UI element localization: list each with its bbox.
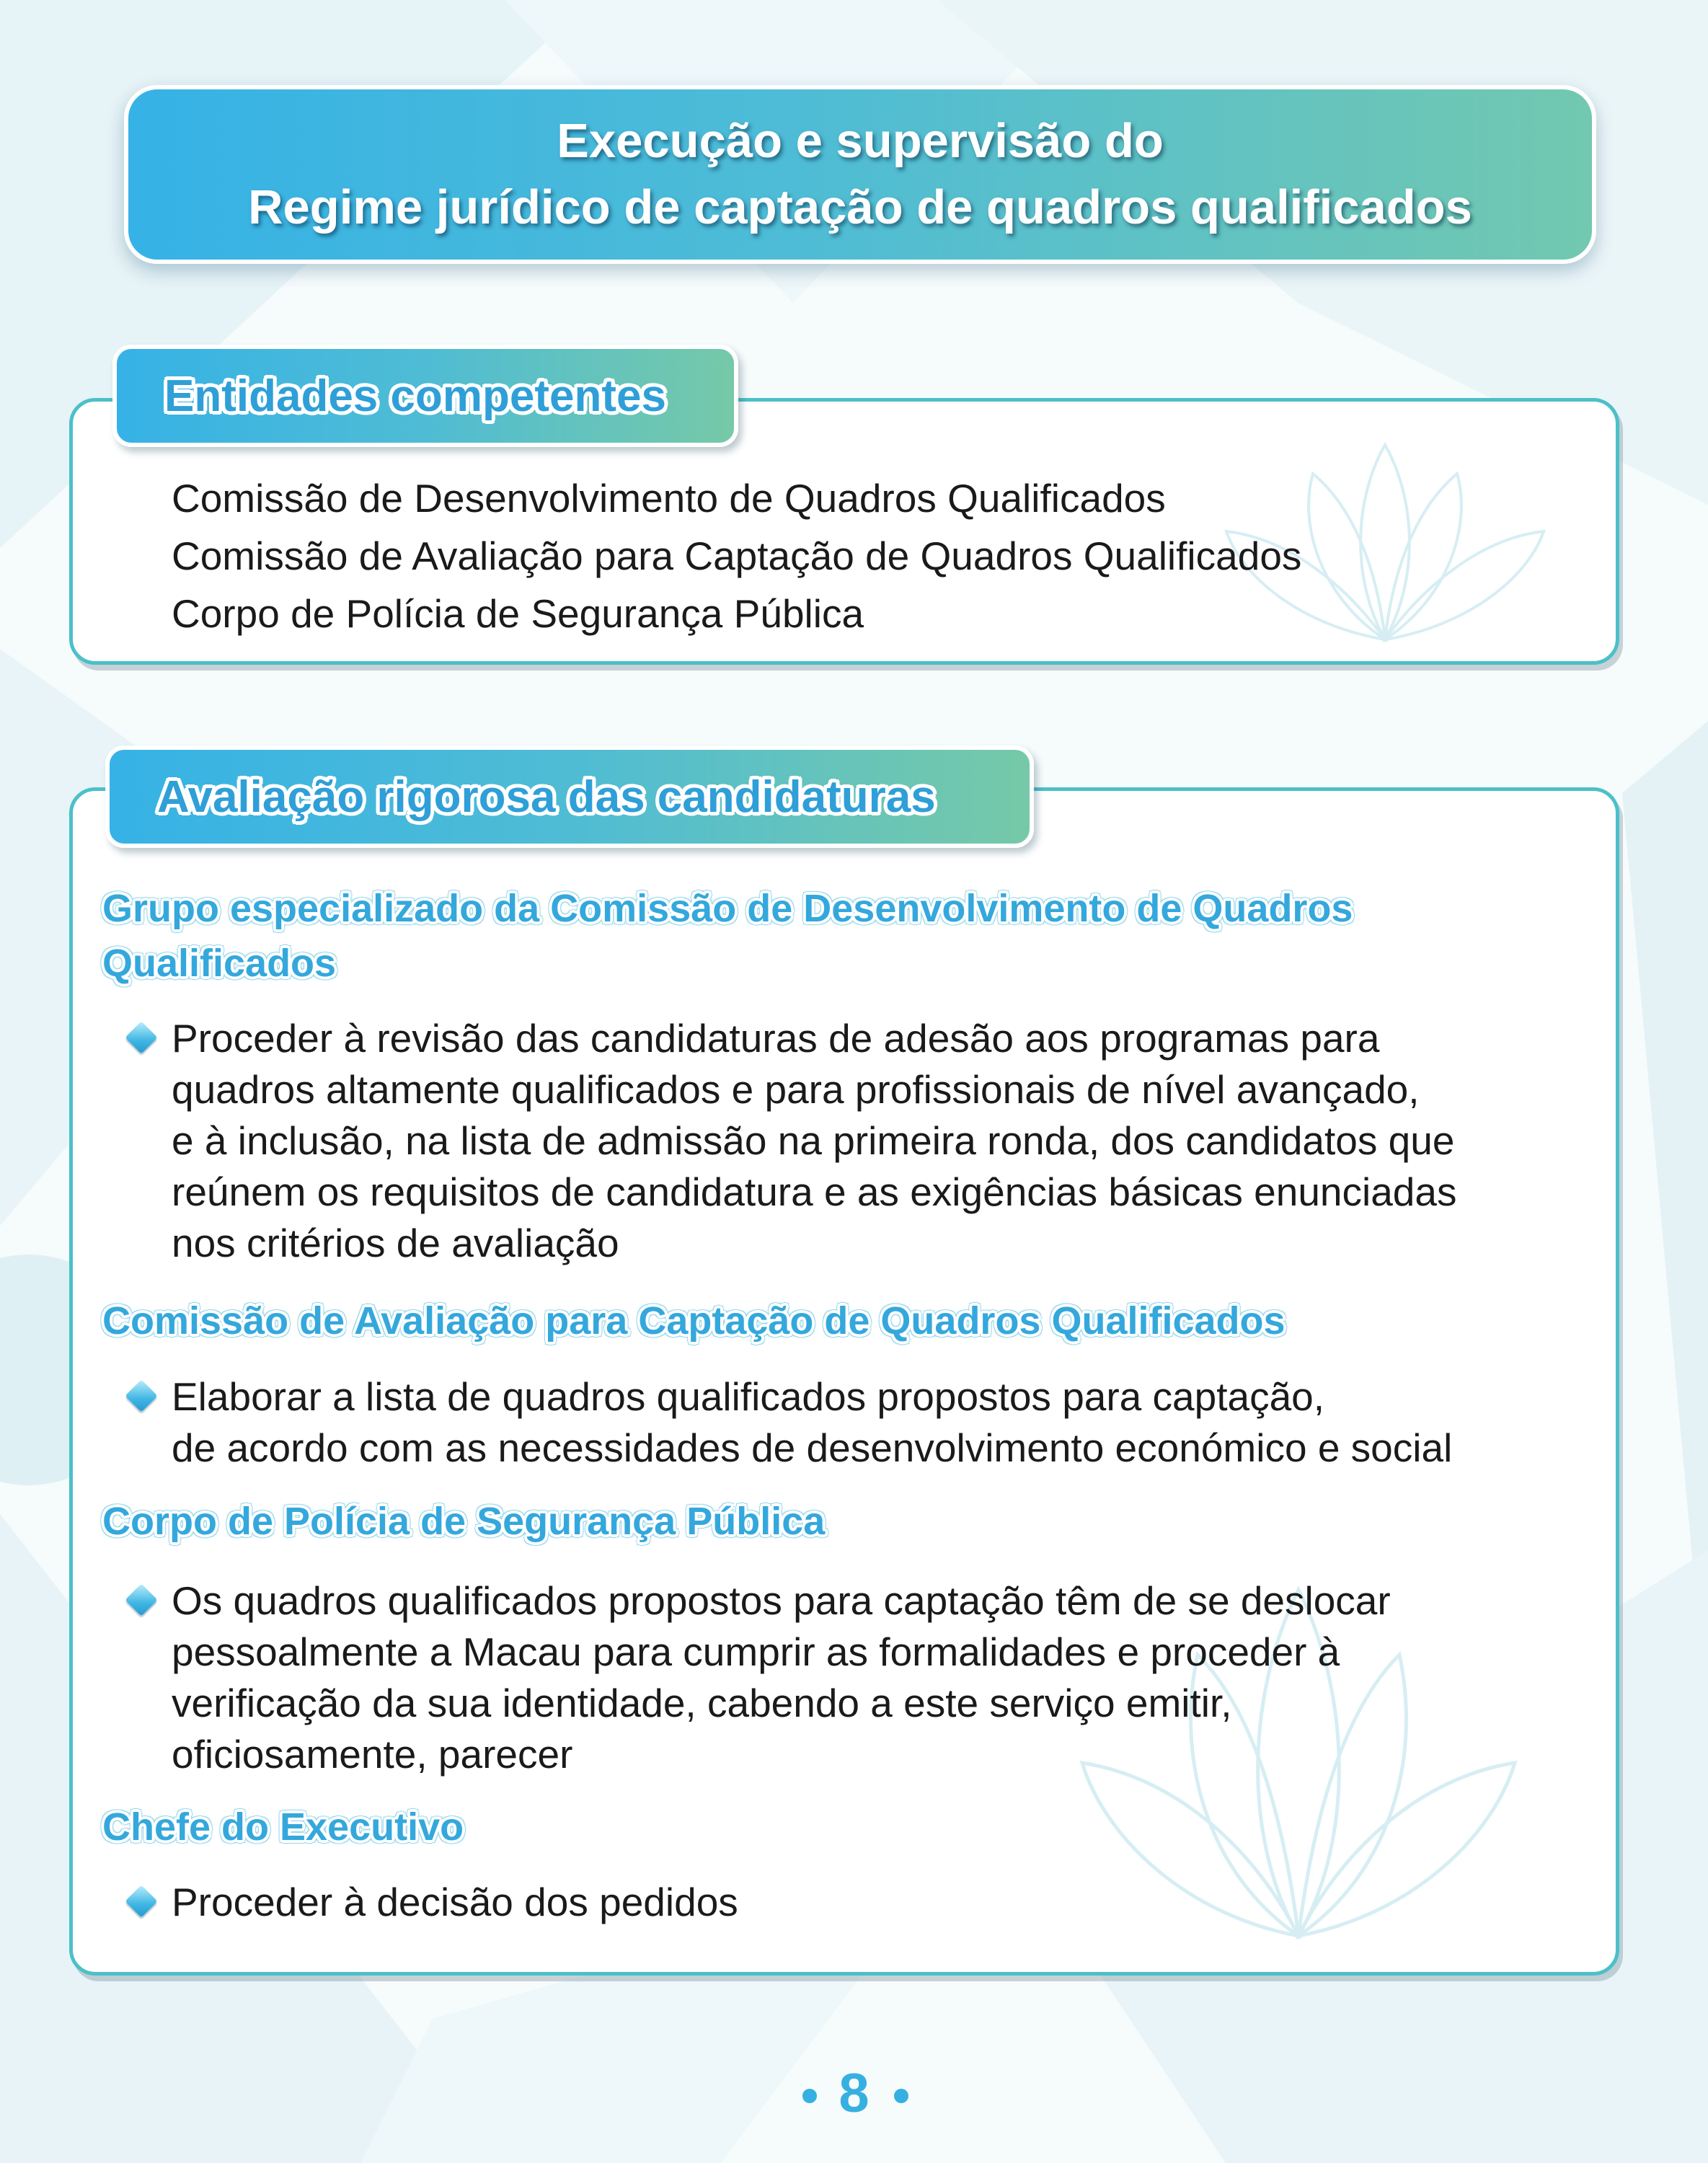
bullet-line: quadros altamente qualificados e para profissionais de nível avançado,: [172, 1067, 1420, 1112]
bullet-line: verificação da sua identidade, cabendo a este serviço emitir,: [172, 1681, 1232, 1725]
bullet-line: e à inclusão, na lista de admissão na primeira ronda, dos candidatos que: [172, 1118, 1455, 1163]
bullet-line: pessoalmente a Macau para cumprir as formalidades e proceder à: [172, 1629, 1340, 1674]
bullet-text: [172, 1013, 1456, 1269]
bullet-text: [172, 1371, 1452, 1474]
group-heading: Corpo de Polícia de Segurança Pública: [102, 1500, 826, 1543]
bullet-line: Os quadros qualificados propostos para captação têm de se deslocar: [172, 1578, 1391, 1623]
entity-item: Corpo de Polícia de Segurança Pública: [172, 591, 864, 636]
page-title-line-2: Regime jurídico de captação de quadros qualificados: [248, 180, 1472, 234]
bullet-text: [172, 1575, 1391, 1780]
bullet-line: Elaborar a lista de quadros qualificados propostos para captação,: [172, 1374, 1325, 1419]
bullet-line: reúnem os requisitos de candidatura e as exigências básicas enunciadas: [172, 1169, 1457, 1214]
group-heading: Qualificados: [102, 942, 337, 985]
bullet-text: [172, 1877, 738, 1928]
page-number-dot-right: [894, 2089, 908, 2103]
group-heading: Chefe do Executivo: [102, 1805, 464, 1849]
header-banner: [124, 85, 1596, 264]
section-tab-rigorous-evaluation: [105, 746, 1034, 848]
page-title-line-1: Execução e supervisão do: [557, 114, 1164, 168]
page-number: 8: [838, 2063, 870, 2124]
bullet-line: Proceder à revisão das candidaturas de adesão aos programas para: [172, 1016, 1380, 1061]
bullet-line: Proceder à decisão dos pedidos: [172, 1880, 738, 1924]
entity-item: Comissão de Avaliação para Captação de Quadros Qualificados: [172, 534, 1302, 578]
section-title: Entidades competentes: [164, 371, 666, 421]
section-tab-competent-entities: [112, 345, 738, 447]
bullet-line: nos critérios de avaliação: [172, 1221, 619, 1265]
group-heading: Grupo especializado da Comissão de Desenvolvimento de Quadros: [102, 887, 1353, 930]
entity-item: Comissão de Desenvolvimento de Quadros Qualificados: [172, 476, 1166, 521]
group-heading: Comissão de Avaliação para Captação de Quadros Qualificados: [102, 1299, 1286, 1343]
bullet-line: de acordo com as necessidades de desenvolvimento económico e social: [172, 1425, 1453, 1470]
bullet-line: oficiosamente, parecer: [172, 1732, 573, 1777]
section-title: Avaliação rigorosa das candidaturas: [157, 771, 936, 822]
